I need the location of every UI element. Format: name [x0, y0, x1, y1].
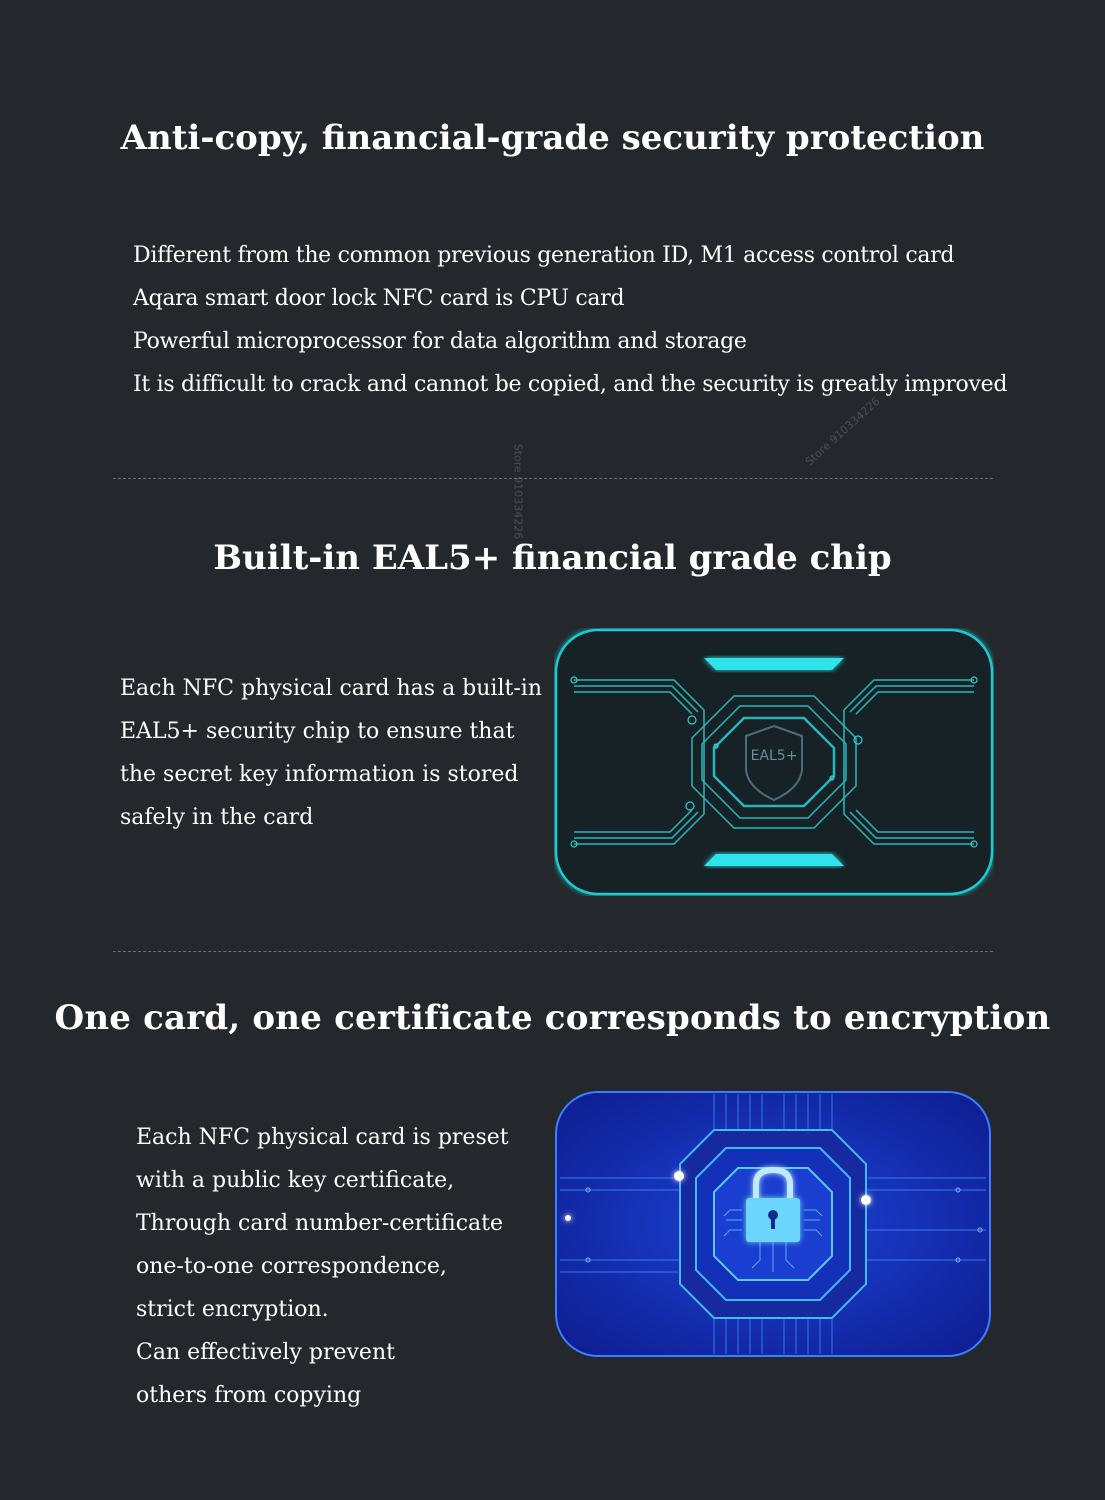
description-line: one-to-one correspondence,	[136, 1254, 447, 1279]
section-title-anti-copy: Anti-copy, financial-grade security protection	[120, 118, 985, 158]
description-line: others from copying	[136, 1383, 362, 1408]
store-watermark: Store 910334226	[802, 394, 883, 469]
eal5-chip-description	[120, 667, 542, 839]
description-line: strict encryption.	[136, 1297, 329, 1322]
section-divider	[113, 951, 993, 952]
description-line: the secret key information is stored	[120, 762, 519, 787]
description-line: safely in the card	[120, 805, 314, 830]
encryption-card-illustration	[554, 1090, 992, 1358]
store-watermark: Store 910334226	[511, 443, 525, 540]
certificate-description	[136, 1116, 509, 1417]
description-line: Through card number-certificate	[136, 1211, 504, 1236]
section-divider	[113, 478, 993, 479]
description-line: It is difficult to crack and cannot be copied, and the security is greatly improved	[133, 372, 1008, 397]
description-line: with a public key certificate,	[136, 1168, 455, 1193]
description-line: Each NFC physical card is preset	[136, 1125, 509, 1150]
description-line: Powerful microprocessor for data algorithm and storage	[133, 329, 747, 354]
eal5-chip-card-illustration	[554, 628, 994, 896]
description-line: Aqara smart door lock NFC card is CPU card	[133, 286, 625, 311]
description-line: Can effectively prevent	[136, 1340, 395, 1365]
section-title-one-card-certificate: One card, one certificate corresponds to encryption	[54, 998, 1051, 1038]
description-line: EAL5+ security chip to ensure that	[120, 719, 515, 744]
description-line: Different from the common previous generation ID, M1 access control card	[133, 243, 955, 268]
description-line: Each NFC physical card has a built-in	[120, 676, 542, 701]
anti-copy-description	[133, 234, 1007, 406]
chip-label: EAL5+	[750, 748, 798, 764]
section-title-eal5-chip: Built-in EAL5+ financial grade chip	[213, 538, 892, 578]
